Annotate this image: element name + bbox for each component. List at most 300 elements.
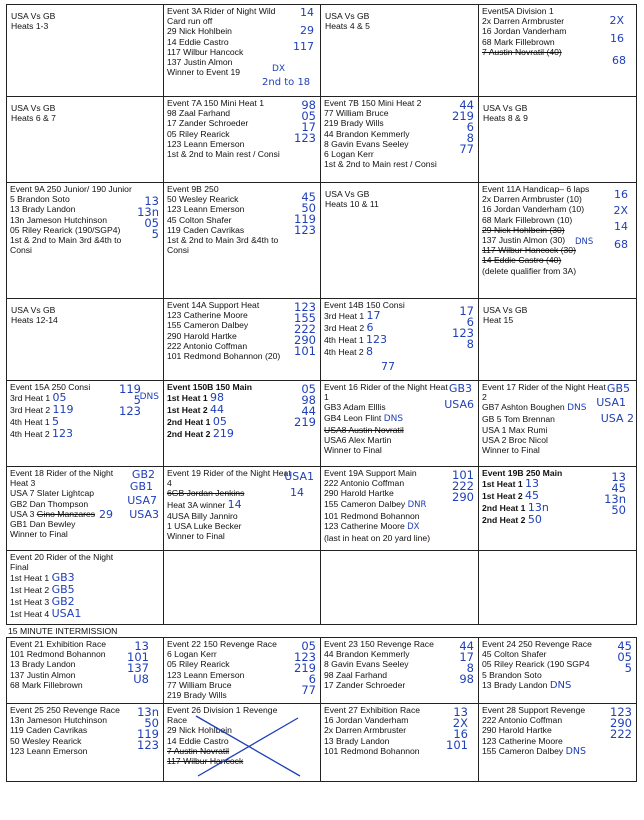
event-3a <box>164 5 321 97</box>
rider-line: GB1 Dan Bewley <box>10 519 76 530</box>
handwritten-result: 98 <box>210 391 224 405</box>
rider-line: 29 Nick Hohlbein (30) <box>482 224 565 235</box>
rider-line: USA 3 Gino Manzares <box>10 508 96 519</box>
empty-cell <box>479 551 637 625</box>
event-header: Event 19A Support Main <box>324 468 417 478</box>
handwritten-result: 13 <box>453 705 468 719</box>
handwritten-result: USA3 <box>129 508 159 521</box>
rider-line: 219 Brady Wills <box>324 118 384 129</box>
handwritten-result: 16 <box>614 188 628 201</box>
handwritten-results <box>294 301 316 356</box>
handwritten-result: 119 <box>294 212 316 226</box>
rider-line <box>482 746 633 758</box>
handwritten-result: DNS <box>565 745 587 757</box>
rider-line: 45 Colton Shafer <box>482 649 547 660</box>
result-line <box>167 428 317 440</box>
event-header: Event 11A Handicap– 6 laps <box>482 184 590 194</box>
result-label: 4th Heat 2 <box>324 347 364 358</box>
event-header: Event 14A Support Heat <box>167 300 260 310</box>
result-label: 4th Heat 1 <box>324 335 364 346</box>
handwritten-results <box>294 191 316 235</box>
event-14b <box>321 299 479 381</box>
rider-line: 123 Leann Emerson <box>167 669 245 680</box>
title-line: Heats 12-14 <box>11 315 58 326</box>
rider-line: 119 Caden Cavrikas <box>167 224 245 235</box>
rider-line: 13 Brady Landon <box>324 735 390 746</box>
rider-line: 5 Brandon Soto <box>10 194 70 205</box>
rider-line: GB2 Dan Thompson <box>10 498 89 509</box>
empty-cell <box>321 551 479 625</box>
rider-line: 05 Riley Rearick (190/SGP4) <box>10 224 121 235</box>
handwritten-result: 123 <box>294 300 316 314</box>
event-22 <box>164 638 321 704</box>
event-15b <box>164 381 321 467</box>
rider-line: 50 Wesley Rearick <box>167 194 239 205</box>
event-line: (delete qualifier from 3A) <box>482 265 577 276</box>
title-heats-6-7 <box>7 97 164 183</box>
handwritten-result: GB3 <box>51 571 75 585</box>
event-header: Event 9B 250 <box>167 184 219 194</box>
handwritten-results <box>452 99 474 154</box>
empty-cell <box>164 551 321 625</box>
handwritten-result: 222 <box>452 479 474 493</box>
event-line: Winner to Final <box>10 529 68 540</box>
event-19a <box>321 467 479 551</box>
handwritten-result: 14 <box>227 497 242 511</box>
event-line: 2 <box>482 392 487 403</box>
handwritten-result: 14 <box>290 486 304 499</box>
handwritten-result: 17 <box>459 650 474 664</box>
handwritten-result: 50 <box>611 503 626 517</box>
rider-line: 8 Gavin Evans Seeley <box>324 138 409 149</box>
rider-name: GB4 Leon Flint <box>324 412 382 423</box>
handwritten-result: 50 <box>527 513 542 527</box>
title-heat-15 <box>479 299 637 381</box>
handwritten-result: 6 <box>466 315 474 329</box>
handwritten-result: 17 <box>459 304 474 318</box>
handwritten-result: 50 <box>144 716 159 730</box>
handwritten-result: 123 <box>52 427 74 441</box>
handwritten-result: 8 <box>466 661 474 675</box>
event-line: 1st & 2nd to Main rest / Consi <box>324 159 437 170</box>
handwritten-result: 45 <box>611 481 626 495</box>
handwritten-result: GB2 <box>131 468 155 481</box>
handwritten-result: 17 <box>301 120 316 134</box>
event-line: 1st & 2nd to Main rest / Consi <box>167 149 280 160</box>
handwritten-results <box>610 706 632 739</box>
event-11a <box>479 183 637 299</box>
handwritten-result: USA1 <box>596 396 626 409</box>
event-7b <box>321 97 479 183</box>
event-23 <box>321 638 479 704</box>
handwritten-result: 13n <box>137 705 159 719</box>
event-20 <box>7 551 164 625</box>
title-line: Heats 6 & 7 <box>11 113 56 124</box>
handwritten-result: 219 <box>452 109 474 123</box>
handwritten-result: 5 <box>133 393 141 407</box>
event-header: Event5A Division 1 <box>482 6 554 16</box>
result-label: 2nd Heat 1 <box>482 503 526 514</box>
handwritten-result: 6 <box>308 672 316 686</box>
result-label: 2nd Heat 1 <box>167 417 211 428</box>
event-19b <box>479 467 637 551</box>
title-heats-8-9 <box>479 97 637 183</box>
rider-line <box>167 499 317 511</box>
rider-line: 123 Leann Emerson <box>10 745 88 756</box>
rider-line: 13n Jameson Hutchinson <box>10 715 107 726</box>
rider-line: 290 Harold Hartke <box>482 725 552 736</box>
event-line: 1st & 2nd to Main 3rd &4th to <box>10 235 122 246</box>
rider-line: 117 Wilbur Hancock <box>167 46 244 57</box>
handwritten-result: 2X <box>452 716 468 730</box>
handwritten-result: 2nd to 18 <box>262 77 311 88</box>
handwritten-result: 8 <box>366 345 374 359</box>
race-grid-top <box>6 4 637 625</box>
handwritten-result: 222 <box>294 322 316 336</box>
title-line: USA Vs GB <box>11 103 56 113</box>
rider-line: 98 Zaal Farhand <box>324 669 388 680</box>
rider-name: Heat 3A winner <box>167 499 226 510</box>
title-line: Heats 8 & 9 <box>483 113 528 124</box>
rider-line: 155 Cameron Dalbey <box>167 320 249 331</box>
event-header: Event 23 150 Revenge Race <box>324 639 434 649</box>
event-5a <box>479 5 637 97</box>
handwritten-result: 13 <box>144 194 159 208</box>
event-header: Event 27 Exhibition Race <box>324 705 421 715</box>
handwritten-result: 119 <box>137 727 159 741</box>
result-label: 1st Heat 1 <box>167 393 208 404</box>
event-17 <box>479 381 637 467</box>
rider-line: 222 Antonio Coffman <box>167 340 248 351</box>
result-line <box>10 572 160 584</box>
handwritten-result: 123 <box>137 738 159 752</box>
rider-line: 14 Eddie Castro (40) <box>482 255 562 266</box>
handwritten-results <box>294 99 316 143</box>
rider-line: 119 Caden Cavrikas <box>10 725 88 736</box>
rider-line: 05 Riley Rearick (190 SGP4 <box>482 659 590 670</box>
handwritten-result: 6 <box>466 120 474 134</box>
event-header: Event 3A Rider of Night Wild <box>167 6 276 16</box>
handwritten-result: 13 <box>525 477 539 491</box>
handwritten-result: 2X <box>609 14 624 27</box>
handwritten-result: 05 <box>212 415 227 429</box>
rider-name: 123 Catherine Moore <box>324 520 405 531</box>
handwritten-result: 5 <box>624 661 632 675</box>
rider-line: 6GB Jordan Jenkins <box>167 488 245 499</box>
event-16 <box>321 381 479 467</box>
handwritten-result: 155 <box>294 311 316 325</box>
handwritten-result: 5 <box>52 415 60 429</box>
event-18 <box>7 467 164 551</box>
handwritten-result: 6 <box>366 321 374 335</box>
handwritten-result: 45 <box>617 639 632 653</box>
handwritten-results <box>617 640 632 673</box>
handwritten-result: 05 <box>617 650 632 664</box>
rider-line: 14 Eddie Castro <box>167 735 229 746</box>
rider-line: 13 Brady Landon <box>10 204 76 215</box>
result-line <box>10 608 160 620</box>
rider-line: 123 Leann Emerson <box>167 204 245 215</box>
handwritten-result: 219 <box>294 415 316 429</box>
event-header: Event 21 Exhibition Race <box>10 639 107 649</box>
title-line: Heats 1-3 <box>11 21 49 32</box>
rider-line: USA6 Alex Martin <box>324 434 392 445</box>
event-header: Event 25 250 Revenge Race <box>10 705 120 715</box>
rider-line: 44 Brandon Kemmerly <box>324 128 410 139</box>
event-line: Winner to Event 19 <box>167 67 241 78</box>
result-label: 3rd Heat 1 <box>10 393 51 404</box>
rider-line: 2x Darren Armbruster (10) <box>482 194 582 205</box>
handwritten-result: 13 <box>134 639 149 653</box>
handwritten-result: 68 <box>614 238 628 251</box>
rider-line: 16 Jordan Vanderham (10) <box>482 204 585 215</box>
handwritten-result: 137 <box>127 661 149 675</box>
handwritten-result: GB5 <box>51 583 75 597</box>
rider-line: 137 Justin Almon <box>10 669 76 680</box>
handwritten-results <box>446 706 468 750</box>
title-line: USA Vs GB <box>483 103 528 113</box>
handwritten-result: 05 <box>301 382 316 396</box>
result-label: 4th Heat 1 <box>10 417 50 428</box>
handwritten-result: USA1 <box>51 607 82 621</box>
title-line: USA Vs GB <box>11 11 56 21</box>
handwritten-result: DNR <box>407 499 427 510</box>
handwritten-result: 101 <box>127 650 149 664</box>
event-header: Event 22 150 Revenge Race <box>167 639 277 649</box>
title-line: Heats 10 & 11 <box>325 199 379 210</box>
rider-line: 17 Zander Schroeder <box>324 679 406 690</box>
handwritten-result: 98 <box>301 98 316 112</box>
rider-line: USA 1 Max Rumi <box>482 424 548 435</box>
handwritten-result: 45 <box>301 190 316 204</box>
rider-line: 219 Brady Wills <box>167 690 227 701</box>
handwritten-result: 101 <box>294 344 316 358</box>
event-header: Event 19B 250 Main <box>482 468 563 478</box>
result-label: 1st Heat 1 <box>482 479 523 490</box>
rider-line: 98 Zaal Farhand <box>167 108 231 119</box>
handwritten-result: 13n <box>527 501 549 515</box>
rider-line: 6 Logan Kerr <box>167 649 217 660</box>
handwritten-result: 123 <box>366 333 388 347</box>
result-label: 3rd Heat 2 <box>324 323 365 334</box>
rider-line: 68 Mark Fillebrown <box>482 36 555 47</box>
handwritten-result: 8 <box>466 337 474 351</box>
event-line: Consi <box>167 245 189 256</box>
handwritten-result: 44 <box>301 404 316 418</box>
handwritten-result: U8 <box>133 672 149 686</box>
handwritten-result: 44 <box>210 403 224 417</box>
rider-line: 2x Darren Armbruster <box>324 725 407 736</box>
result-label: 3rd Heat 2 <box>10 405 51 416</box>
handwritten-results <box>119 383 141 416</box>
cancelled-cross-mark <box>194 714 304 780</box>
rider-line: 4USA Billy Janniro <box>167 510 238 521</box>
event-header: Event 15A 250 Consi <box>10 382 91 392</box>
handwritten-result: 16 <box>453 727 468 741</box>
event-header: Event 26 Division 1 Revenge <box>167 705 278 715</box>
rider-line: 44 Brandon Kemmerly <box>324 649 410 660</box>
event-line: Heat 3 <box>10 478 36 489</box>
rider-line: 7 Austin Novratil <box>167 745 230 756</box>
rider-line: 29 Nick Hohlbein <box>167 26 232 37</box>
handwritten-result: 290 <box>452 490 474 504</box>
rider-line: 117 Wilbur Hancock (30) <box>482 245 576 256</box>
event-header: Event 18 Rider of the Night <box>10 468 114 478</box>
handwritten-results <box>604 471 626 515</box>
event-line: Winner to Final <box>482 445 540 456</box>
handwritten-result: GB2 <box>51 595 75 609</box>
rider-line: 137 Justin Almon (30) <box>482 235 566 246</box>
event-header: Event 7B 150 Mini Heat 2 <box>324 98 422 108</box>
title-heats-10-11 <box>321 183 479 299</box>
rider-line: 101 Redmond Bohannon <box>324 510 420 521</box>
event-26 <box>164 704 321 782</box>
rider-line: GB3 Adam Elllis <box>324 402 386 413</box>
title-heats-1-3 <box>7 5 164 97</box>
rider-line: 101 Redmond Bohannon <box>10 649 106 660</box>
event-19 <box>164 467 321 551</box>
handwritten-result: GB1 <box>129 480 153 493</box>
event-header: Event 28 Support Revenge <box>482 705 586 715</box>
handwritten-result: 05 <box>301 109 316 123</box>
rider-line: 68 Mark Fillebrown (10) <box>482 214 573 225</box>
handwritten-result: 17 <box>366 309 381 323</box>
rider-line: 5 Brandon Soto <box>482 669 542 680</box>
event-line: Final <box>10 562 29 573</box>
event-28 <box>479 704 637 782</box>
rider-line: USA8 Austin Novratil <box>324 424 404 435</box>
handwritten-results <box>137 706 159 750</box>
event-9b <box>164 183 321 299</box>
handwritten-result: 44 <box>459 639 474 653</box>
handwritten-results <box>137 195 159 239</box>
rider-line: 16 Jordan Vanderham <box>324 715 409 726</box>
title-line: USA Vs GB <box>325 189 370 199</box>
rider-line: USA 7 Slater Lightcap <box>10 488 95 499</box>
handwritten-result: 119 <box>119 382 141 396</box>
intermission-label: 15 MINUTE INTERMISSION <box>8 626 118 636</box>
result-label: 1st Heat 2 <box>482 491 523 502</box>
handwritten-result: 222 <box>610 727 632 741</box>
title-line: USA Vs GB <box>483 305 528 315</box>
event-line: Winner to Final <box>167 531 225 542</box>
rider-line: 13 Brady Landon <box>10 659 76 670</box>
title-heats-4-5 <box>321 5 479 97</box>
event-line: Winner to Final <box>324 445 382 456</box>
handwritten-result: 44 <box>459 98 474 112</box>
rider-line: 290 Harold Hartke <box>167 330 237 341</box>
title-line: USA Vs GB <box>325 11 370 21</box>
handwritten-result: 05 <box>144 216 159 230</box>
rider-line: 1 USA Luke Becker <box>167 520 242 531</box>
rider-line: 77 William Bruce <box>324 108 389 119</box>
handwritten-result: 123 <box>610 705 632 719</box>
handwritten-result: 05 <box>52 391 67 405</box>
event-line: 4 <box>167 478 172 489</box>
title-line: Heats 4 & 5 <box>325 21 370 32</box>
rider-line <box>482 680 633 692</box>
rider-line: 45 Colton Shafer <box>167 214 232 225</box>
handwritten-result: 29 <box>99 508 113 521</box>
handwritten-result: 119 <box>52 403 74 417</box>
handwritten-result: USA1 <box>284 470 314 483</box>
event-7a <box>164 97 321 183</box>
rider-line: 17 Zander Schroeder <box>167 118 249 129</box>
handwritten-result: DNS <box>549 679 572 691</box>
handwritten-result: 13n <box>137 205 159 219</box>
handwritten-result: DNS <box>383 413 404 424</box>
handwritten-result: USA6 <box>444 398 474 411</box>
handwritten-result: 98 <box>301 393 316 407</box>
rider-line: 50 Wesley Rearick <box>10 735 82 746</box>
rider-line: 29 Nick Hohlbein <box>167 725 232 736</box>
rider-line: 05 Riley Rearick <box>167 659 230 670</box>
rider-name-struck: Gino Manzares <box>36 508 96 519</box>
event-header: Event 17 Rider of the Night Heat <box>482 382 606 392</box>
rider-line: 290 Harold Hartke <box>324 488 394 499</box>
handwritten-result: 2X <box>613 204 628 217</box>
event-header: Event 7A 150 Mini Heat 1 <box>167 98 264 108</box>
event-line: Consi <box>10 245 32 256</box>
handwritten-results <box>294 383 316 427</box>
handwritten-result: USA7 <box>127 494 157 507</box>
handwritten-result: 05 <box>301 639 316 653</box>
rider-line: 123 Catherine Moore <box>482 735 563 746</box>
result-label: 4th Heat 2 <box>10 429 50 440</box>
handwritten-result: 14 <box>614 220 628 233</box>
event-25 <box>7 704 164 782</box>
handwritten-results <box>459 640 474 684</box>
rider-line: 05 Riley Rearick <box>167 128 230 139</box>
heat-sheet <box>6 4 636 782</box>
rider-line: 222 Antonio Coffman <box>482 715 563 726</box>
rider-line: 77 William Bruce <box>167 679 232 690</box>
handwritten-result: 77 <box>301 683 316 697</box>
handwritten-result: 123 <box>452 326 474 340</box>
handwritten-result: 14 <box>300 6 314 19</box>
rider-line: GB 5 Tom Brennan <box>482 414 555 425</box>
rider-line: 14 Eddie Castro <box>167 36 229 47</box>
handwritten-result: 77 <box>459 142 474 156</box>
result-line <box>10 428 160 440</box>
rider-line: 137 Justin Almon <box>167 57 233 68</box>
handwritten-results <box>127 640 149 684</box>
rider-line: 7 Austin Novratil (40) <box>482 46 562 57</box>
rider-name: GB7 Ashton Boughen <box>482 402 565 413</box>
handwritten-result: 219 <box>212 427 234 441</box>
event-header: Event 20 Rider of the Night <box>10 552 114 562</box>
handwritten-result: 117 <box>293 40 314 53</box>
handwritten-result: 219 <box>294 661 316 675</box>
handwritten-result: 101 <box>452 468 474 482</box>
event-header: Event 16 Rider of the Night Heat <box>324 382 448 392</box>
rider-line <box>324 521 475 533</box>
handwritten-result: 101 <box>446 738 468 752</box>
rider-line: 16 Jordan Vanderham <box>482 26 567 37</box>
result-line <box>10 596 160 608</box>
handwritten-result: DX <box>407 521 420 532</box>
rider-line: 101 Redmond Bohannon (20) <box>167 351 281 362</box>
rider-line: USA 2 Broc Nicol <box>482 434 548 445</box>
event-24 <box>479 638 637 704</box>
rider-line: 123 Catherine Moore <box>167 310 248 321</box>
rider-name: 155 Cameron Dalbey <box>482 745 564 756</box>
handwritten-result: 290 <box>294 333 316 347</box>
result-label: 1st Heat 1 <box>10 573 50 584</box>
handwritten-result: DNS <box>139 392 159 402</box>
race-grid-bottom <box>6 637 637 782</box>
event-line: 1 <box>324 392 329 403</box>
